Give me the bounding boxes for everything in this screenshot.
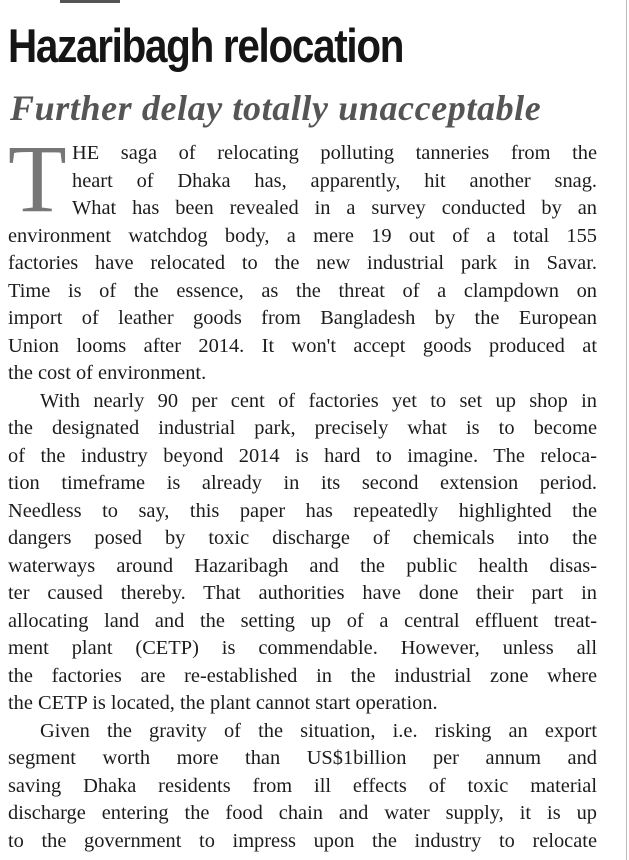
text-line: ment plant (CETP) is commendable. However, unless all [8, 637, 597, 659]
text-line: environment watchdog body, a mere 19 out of a total 155 [8, 224, 597, 247]
text-line: waterways around Hazaribagh and the public health disas- [8, 554, 597, 577]
paragraph-2 [8, 388, 597, 718]
article-body [8, 125, 597, 855]
text-line: Union looms after 2014. It won't accept goods produced at [8, 334, 597, 357]
text-line: discharge entering the food chain and water supply, it is up [8, 802, 597, 824]
subheadline: Further delay totally unacceptable [10, 88, 542, 128]
text-line: ter caused thereby. That authorities have done their part in [8, 582, 597, 604]
text-line: to the government to impress upon the industry to relocate [8, 829, 597, 852]
text-line: With nearly 90 per cent of factories yet to set up shop in [40, 389, 597, 412]
text-line: What has been revealed in a survey conducted by an [72, 197, 597, 219]
text-line: dangers posed by toxic discharge of chemicals into the [8, 527, 597, 549]
headline: Hazaribagh relocation [8, 19, 404, 72]
text-line: the cost of environment. [8, 362, 207, 384]
text-line: heart of Dhaka has, apparently, hit another snag. [72, 169, 597, 192]
text-line: allocating land and the setting up of a central effluent treat- [8, 609, 597, 632]
text-line: factories have relocated to the new industrial park in Savar. [8, 252, 597, 274]
text-line: the factories are re-established in the industrial zone where [8, 664, 597, 687]
text-line: the CETP is located, the plant cannot start operation. [8, 692, 438, 714]
text-line: Given the gravity of the situation, i.e. risking an export [40, 719, 597, 742]
text-line: of the industry beyond 2014 is hard to imagine. The reloca- [8, 444, 597, 467]
top-rule [60, 0, 120, 3]
paragraph-1 [8, 125, 597, 388]
text-line: the designated industrial park, precisely what is to become [8, 417, 597, 439]
text-line: tion timeframe is already in its second extension period. [8, 472, 597, 494]
text-line: Time is of the essence, as the threat of a clampdown on [8, 279, 597, 302]
text-line: HE saga of relocating polluting tanneries from the [72, 142, 597, 164]
text-line: import of leather goods from Bangladesh by the European [8, 307, 597, 329]
column-rule [626, 0, 627, 860]
drop-cap: T [8, 125, 67, 232]
text-line: saving Dhaka residents from ill effects of toxic material [8, 774, 597, 797]
text-line: Needless to say, this paper has repeatedly highlighted the [8, 499, 597, 522]
paragraph-3 [8, 718, 597, 856]
text-line: segment worth more than US$1billion per annum and [8, 747, 597, 769]
